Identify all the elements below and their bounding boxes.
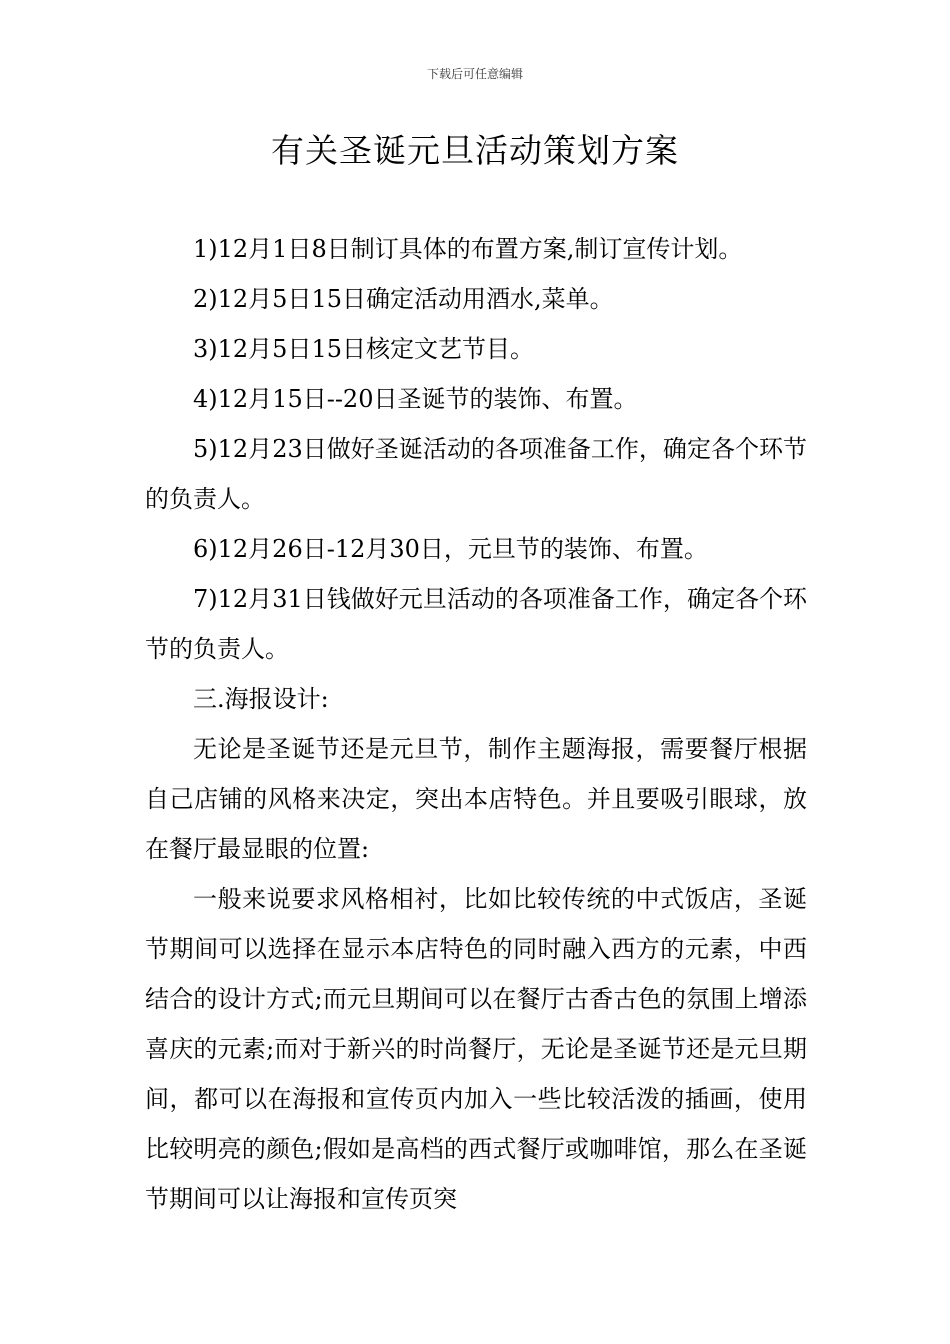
paragraph-schedule-4: 4)12月15日--20日圣诞节的装饰、布置。 [193, 385, 638, 413]
paragraph-schedule-7: 7)12月31日钱做好元旦活动的各项准备工作，确定各个环节的负责人。 [145, 585, 807, 663]
document-body [145, 224, 807, 1224]
document-title: 有关圣诞元旦活动策划方案 [271, 131, 679, 170]
paragraph-schedule-1: 1)12月1日8日制订具体的布置方案,制订宣传计划。 [193, 235, 743, 263]
paragraph-poster-style: 一般来说要求风格相衬，比如比较传统的中式饭店，圣诞节期间可以选择在显示本店特色的同时融入西方的元素，中西结合的设计方式;而元旦期间可以在餐厅古香古色的氛围上增添喜庆的元素;而对于新兴的时尚餐厅，无论是圣诞节还是元旦期间，都可以在海报和宣传页内加入一些比较活泼的插画，使用比较明亮的颜色;假如是高档的西式餐厅或咖啡馆，那么在圣诞节期间可以让海报和宣传页突 [145, 885, 807, 1213]
paragraph-schedule-5: 5)12月23日做好圣诞活动的各项准备工作，确定各个环节的负责人。 [145, 435, 807, 513]
paragraph-schedule-6: 6)12月26日-12月30日，元旦节的装饰、布置。 [193, 535, 708, 563]
paragraph-poster-intro: 无论是圣诞节还是元旦节，制作主题海报，需要餐厅根据自己店铺的风格来决定，突出本店特色。并且要吸引眼球，放在餐厅最显眼的位置: [145, 735, 807, 863]
section-heading-poster-design: 三.海报设计: [193, 685, 329, 713]
paragraph-schedule-3: 3)12月5日15日核定文艺节目。 [193, 335, 534, 363]
paragraph-schedule-2: 2)12月5日15日确定活动用酒水,菜单。 [193, 285, 614, 313]
header-note: 下载后可任意编辑 [426, 67, 523, 81]
